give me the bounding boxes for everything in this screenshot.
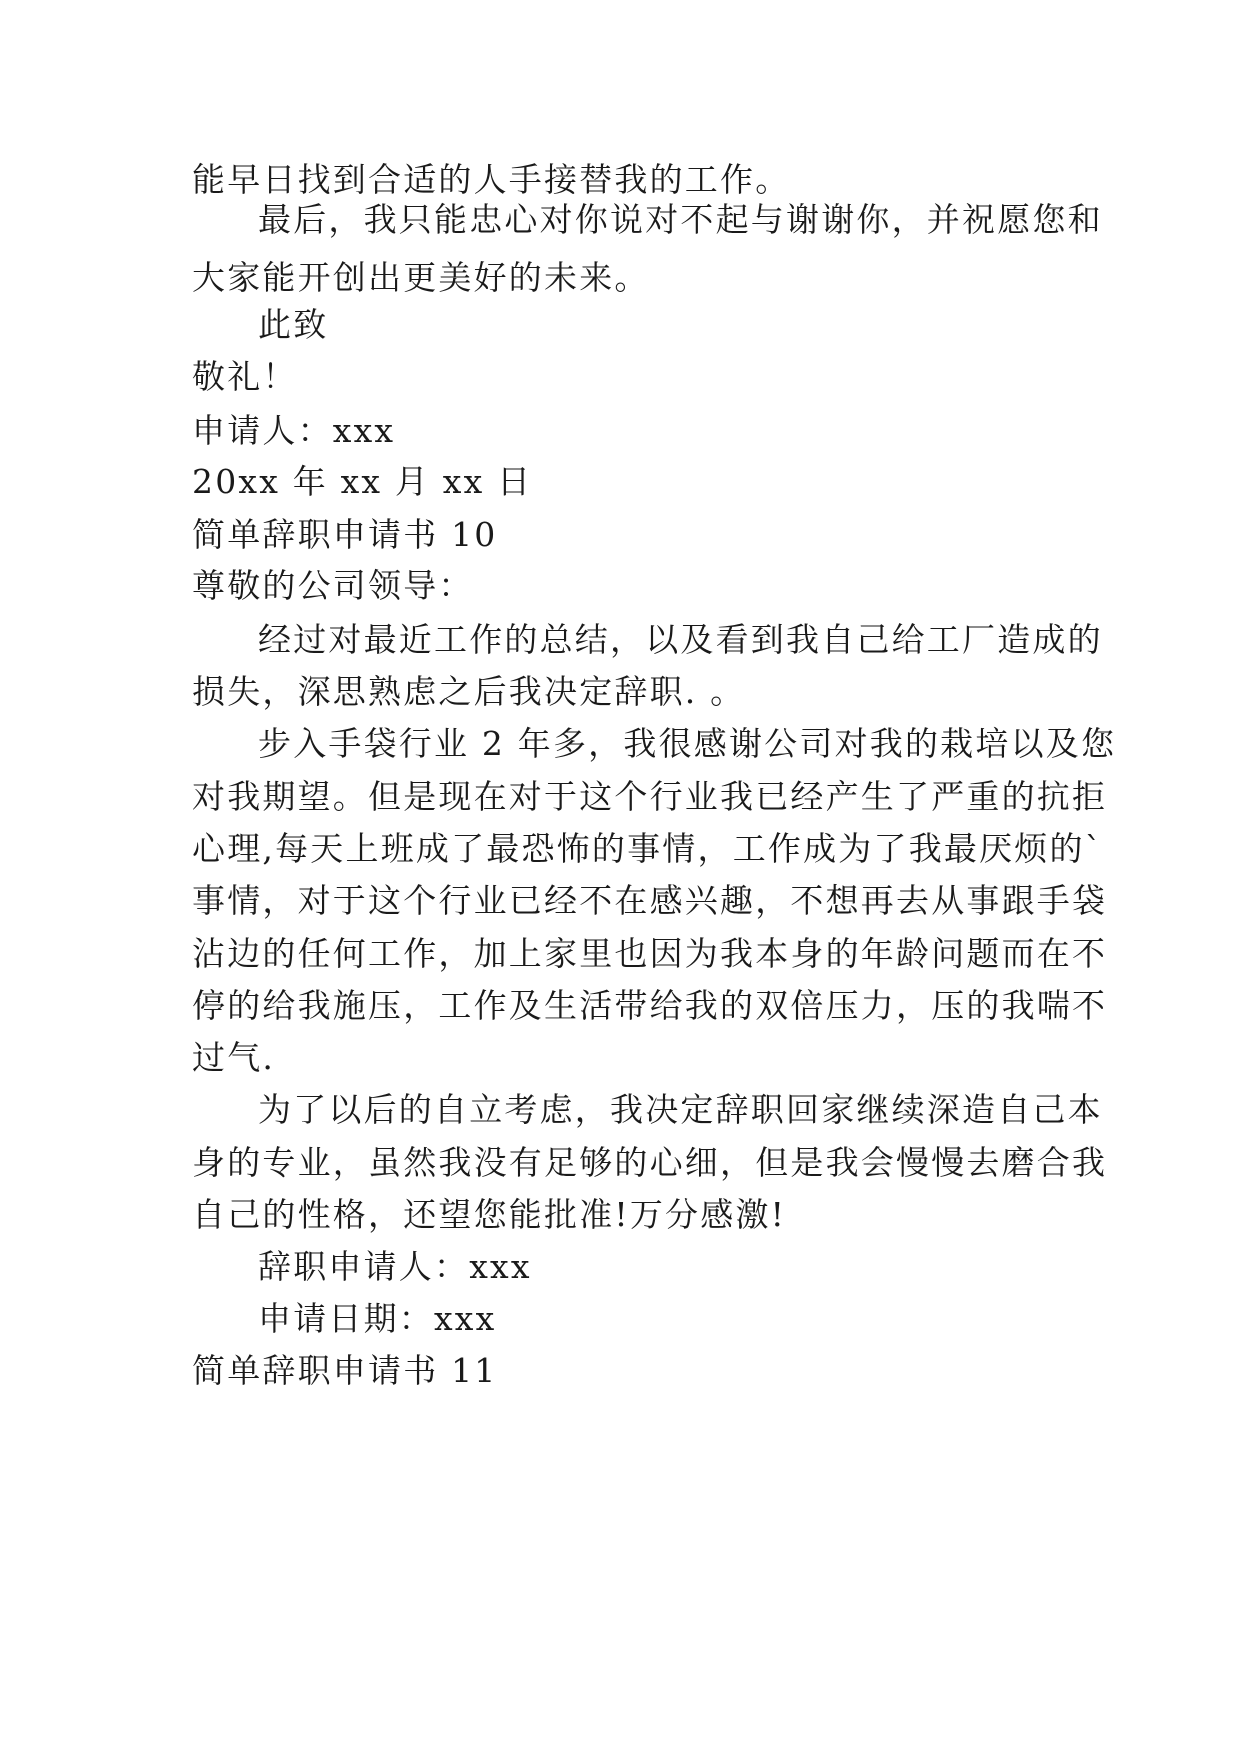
- paragraph-line: 损失，深思熟虑之后我决定辞职. 。: [192, 672, 746, 711]
- closing-regards: 敬礼！: [192, 357, 298, 396]
- closing-salutation: 此致: [258, 305, 329, 344]
- paragraph-line: 过气.: [192, 1038, 276, 1077]
- signature-applicant: 辞职申请人：xxx: [258, 1247, 532, 1286]
- section-heading: 简单辞职申请书 10: [192, 515, 498, 554]
- paragraph-line: 步入手袋行业 2 年多，我很感谢公司对我的栽培以及您: [258, 724, 1117, 763]
- paragraph-line: 经过对最近工作的总结，以及看到我自己给工厂造成的: [258, 620, 1103, 659]
- paragraph-line: 对我期望。但是现在对于这个行业我已经产生了严重的抗拒: [192, 777, 1108, 816]
- paragraph-line: 自己的性格，还望您能批准!万分感激!: [192, 1195, 787, 1234]
- paragraph-line: 心理,每天上班成了最恐怖的事情，工作成为了我最厌烦的`: [192, 829, 1104, 868]
- date-line: 20xx 年 xx 月 xx 日: [192, 462, 533, 501]
- salutation: 尊敬的公司领导：: [192, 566, 474, 605]
- signature-date: 申请日期：xxx: [258, 1299, 497, 1338]
- paragraph-line: 最后，我只能忠心对你说对不起与谢谢你，并祝愿您和: [258, 200, 1103, 239]
- applicant-line: 申请人：xxx: [192, 411, 396, 450]
- paragraph-line: 大家能开创出更美好的未来。: [192, 258, 650, 297]
- paragraph-line: 能早日找到合适的人手接替我的工作。: [192, 160, 791, 199]
- section-heading: 简单辞职申请书 11: [192, 1351, 498, 1390]
- paragraph-line: 事情，对于这个行业已经不在感兴趣，不想再去从事跟手袋: [192, 881, 1108, 920]
- paragraph-line: 沾边的任何工作，加上家里也因为我本身的年龄问题而在不: [192, 934, 1108, 973]
- paragraph-line: 为了以后的自立考虑，我决定辞职回家继续深造自己本: [258, 1090, 1103, 1129]
- paragraph-line: 身的专业，虽然我没有足够的心细，但是我会慢慢去磨合我: [192, 1143, 1108, 1182]
- paragraph-line: 停的给我施压，工作及生活带给我的双倍压力，压的我喘不: [192, 986, 1108, 1025]
